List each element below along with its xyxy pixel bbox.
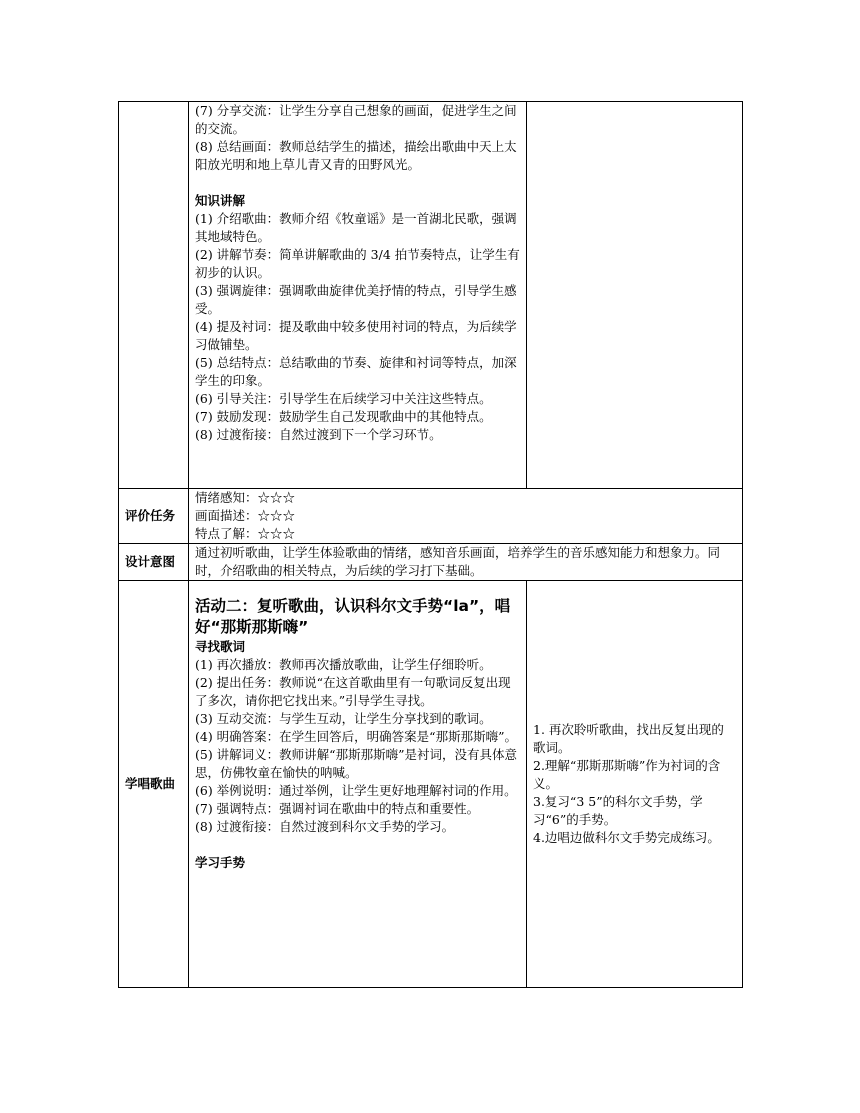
row-label-evaluation: 评价任务 [119,489,189,544]
row-label-design-intent: 设计意图 [119,544,189,581]
section-title-knowledge: 知识讲解 [195,193,246,208]
table-row-learn-singing [119,581,743,988]
list-item: (4) 明确答案：在学生回答后，明确答案是“那斯那斯嗨”。 [195,729,517,744]
list-item: (2) 讲解节奏：简单讲解歌曲的 3/4 拍节奏特点，让学生有初步的认识。 [195,247,520,280]
section-title-learn-gestures: 学习手势 [195,855,246,870]
list-item: (7) 分享交流：让学生分享自己想象的画面，促进学生之间的交流。 [195,103,517,136]
activity-title: 活动二：复听歌曲，认识科尔文手势“la”，唱好“那斯那斯嗨” [195,597,511,636]
evaluation-item: 情绪感知：☆☆☆ [195,490,296,505]
goal-item: 3.复习“3 5”的科尔文手势，学习“6”的手势。 [533,794,703,827]
list-item: (8) 过渡衔接：自然过渡到下一个学习环节。 [195,427,442,442]
row-label-learn-singing: 学唱歌曲 [119,581,189,988]
list-item: (7) 鼓励发现：鼓励学生自己发现歌曲中的其他特点。 [195,409,492,424]
list-item: (6) 引导关注：引导学生在后续学习中关注这些特点。 [195,391,492,406]
list-item: (7) 强调特点：强调衬词在歌曲中的特点和重要性。 [195,801,480,816]
list-item: (2) 提出任务：教师说“在这首歌曲里有一句歌词反复出现了多次，请你把它找出来。”引导学生寻找。 [195,675,511,708]
list-item: (6) 举例说明：通过举例，让学生更好地理解衬词的作用。 [195,783,517,798]
section-title-find-lyrics: 寻找歌词 [195,639,246,654]
list-item: (3) 强调旋律：强调歌曲旋律优美抒情的特点，引导学生感受。 [195,283,517,316]
list-item: (4) 提及衬词：提及歌曲中较多使用衬词的特点，为后续学习做铺垫。 [195,319,517,352]
goal-item: 4.边唱边做科尔文手势完成练习。 [533,830,720,845]
learn-singing-content-cell [189,581,527,988]
list-item: (3) 互动交流：与学生互动，让学生分享找到的歌词。 [195,711,492,726]
listening-content-cell [189,102,527,489]
table-row-evaluation [119,489,743,544]
list-item: (1) 再次播放：教师再次播放歌曲，让学生仔细聆听。 [195,657,492,672]
list-item: (8) 总结画面：教师总结学生的描述，描绘出歌曲中天上太阳放光明和地上草儿青又青的田野风光。 [195,139,517,172]
list-item: (5) 讲解词义：教师讲解“那斯那斯嗨”是衬词，没有具体意思，仿佛牧童在愉快的呐喊。 [195,747,517,780]
goal-item: 2.理解“那斯那斯嗨”作为衬词的含义。 [533,758,721,791]
list-item: (5) 总结特点：总结歌曲的节奏、旋律和衬词等特点，加深学生的印象。 [195,355,517,388]
list-item: (1) 介绍歌曲：教师介绍《牧童谣》是一首湖北民歌，强调其地域特色。 [195,211,517,244]
evaluation-item: 画面描述：☆☆☆ [195,508,296,523]
lesson-plan-table [118,101,743,988]
goal-item: 1. 再次聆听歌曲，找出反复出现的歌词。 [533,722,724,755]
table-row-design-intent [119,544,743,581]
row-label-empty [119,102,189,489]
learning-goals-cell [527,581,743,988]
evaluation-cell [189,489,743,544]
evaluation-item: 特点了解：☆☆☆ [195,526,296,541]
list-item: (8) 过渡衔接：自然过渡到科尔文手势的学习。 [195,819,455,834]
goals-empty-cell [527,102,743,489]
design-intent-cell [189,544,743,581]
table-row-listening [119,102,743,489]
design-intent-text: 通过初听歌曲，让学生体验歌曲的情绪，感知音乐画面，培养学生的音乐感知能力和想象力。同时，介绍歌曲的相关特点，为后续的学习打下基础。 [195,545,721,578]
